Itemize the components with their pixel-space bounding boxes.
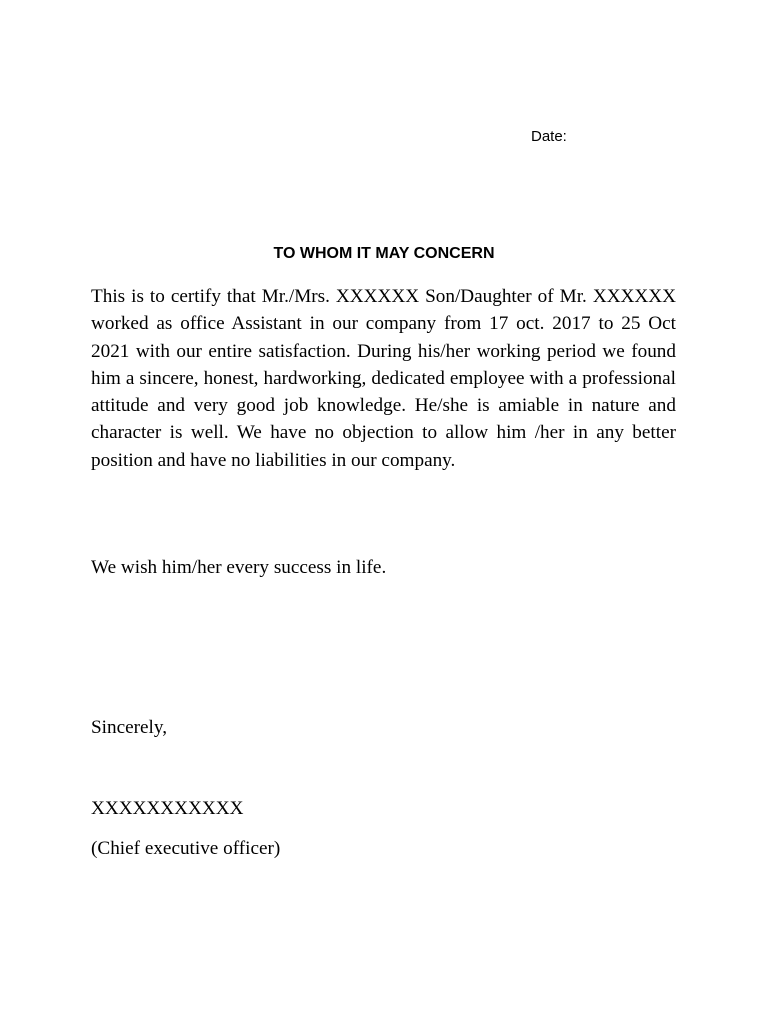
date-label: Date: [531, 128, 567, 145]
wish-line: We wish him/her every success in life. [91, 557, 387, 578]
signatory-designation: (Chief executive officer) [91, 838, 281, 859]
certificate-body-paragraph: This is to certify that Mr./Mrs. XXXXXX Son/Daughter of Mr. XXXXXX worked as office Assistant in our company from 17 oct. 2017 to 25 Oct 2021 with our entire satisfaction. During his/her working period we found him a sincere, honest, hardworking, dedicated employee with a professional attitude and very good job knowledge. He/she is amiable in nature and character is well. We have no objection to allow him /her in any better position and have no liabilities in our company. [91, 286, 676, 471]
closing-salutation: Sincerely, [91, 717, 168, 738]
signatory-name: XXXXXXXXXXX [91, 798, 244, 819]
letter-heading: TO WHOM IT MAY CONCERN [273, 245, 495, 262]
